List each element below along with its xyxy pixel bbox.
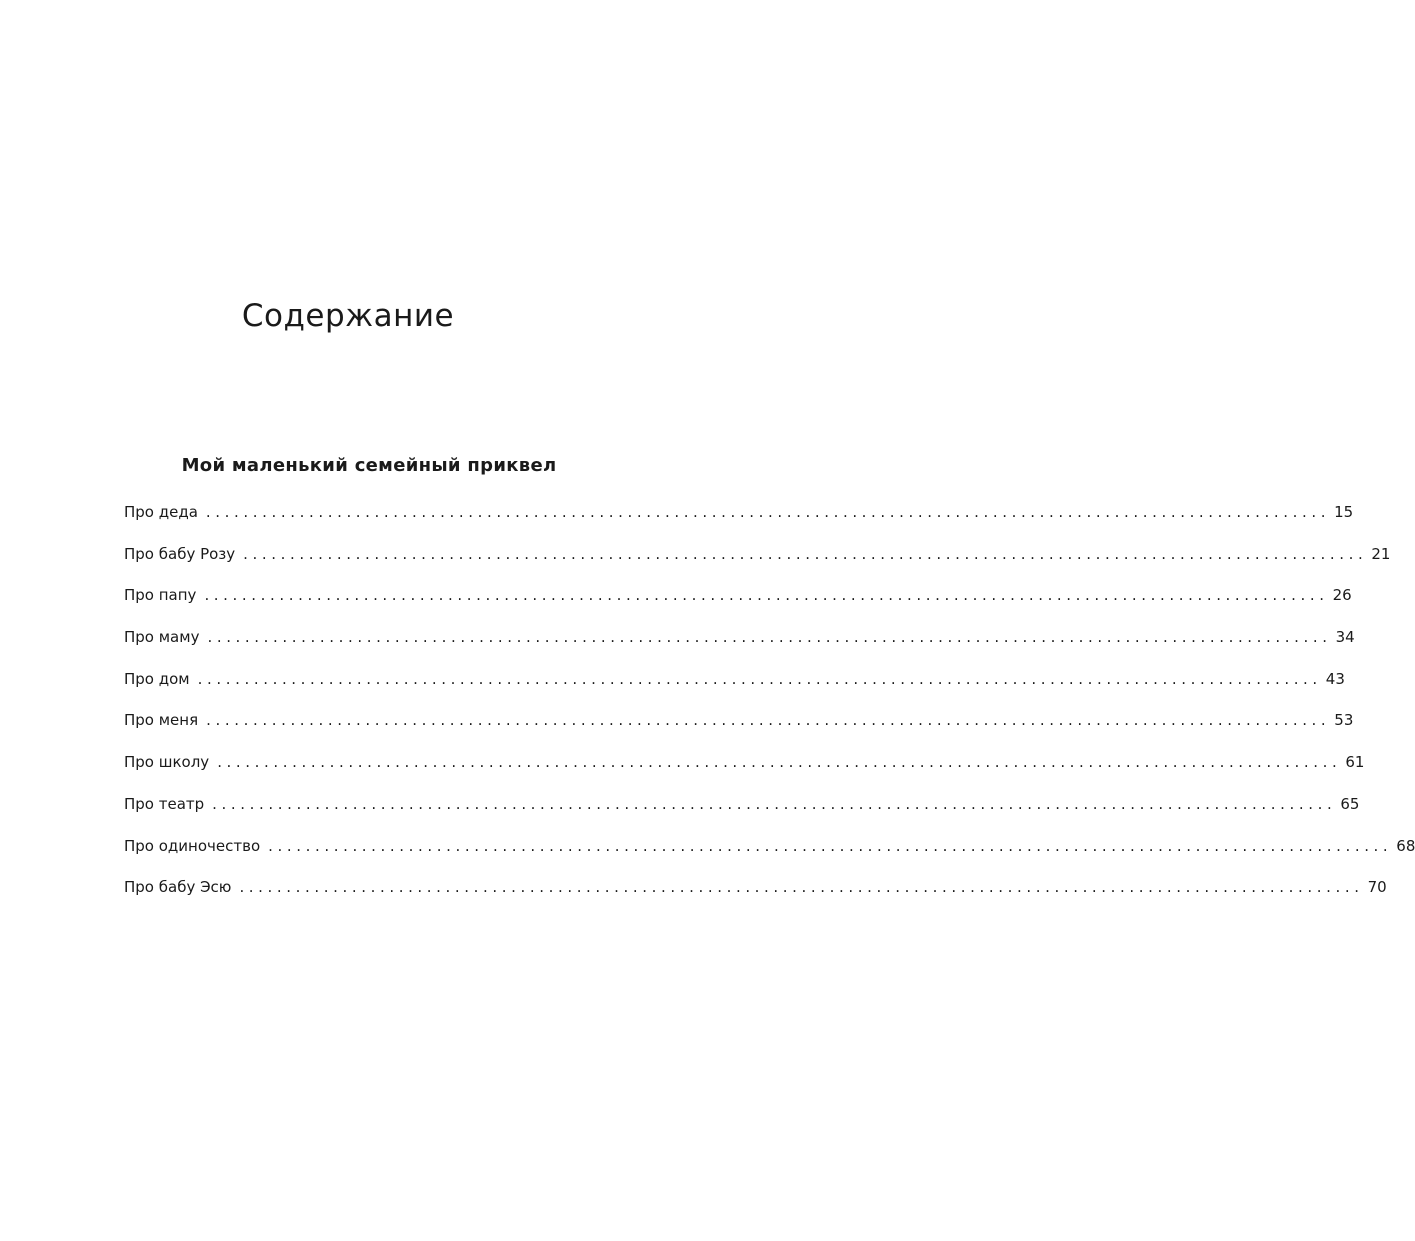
toc-entry-label: Про меня bbox=[124, 711, 199, 730]
toc-page-number: 26 bbox=[1332, 586, 1352, 605]
toc-dot-leader: ........................................................................................................................ bbox=[207, 628, 1332, 647]
toc-dot-leader: ........................................................................................................................ bbox=[205, 503, 1331, 521]
toc-entry[interactable] bbox=[124, 669, 1345, 712]
toc-page-number: 61 bbox=[1345, 753, 1365, 772]
toc-dot-leader: ........................................................................................................................ bbox=[217, 753, 1342, 772]
toc-dot-leader: ........................................................................................................................ bbox=[243, 544, 1368, 563]
toc-dot-leader: ........................................................................................................................ bbox=[204, 586, 1329, 605]
toc-page-number: 15 bbox=[1334, 503, 1354, 521]
toc-entry[interactable] bbox=[124, 878, 1387, 920]
toc-entry-label: Про бабу Розу bbox=[124, 544, 236, 563]
toc-entry-label: Про бабу Эсю bbox=[124, 878, 232, 897]
toc-page-number: 21 bbox=[1371, 544, 1391, 563]
section-title: Мой маленький семейный приквел bbox=[181, 455, 557, 476]
toc-page-number: 34 bbox=[1335, 628, 1355, 647]
page-title: Содержание bbox=[241, 298, 455, 334]
toc-page-number: 65 bbox=[1340, 794, 1360, 813]
toc-dot-leader: ........................................................................................................................ bbox=[239, 878, 1364, 897]
toc-entry-label: Про одиночество bbox=[124, 836, 261, 855]
toc-entry[interactable] bbox=[124, 711, 1354, 753]
toc-page-number: 53 bbox=[1334, 711, 1354, 730]
toc-entry-label: Про дом bbox=[124, 669, 190, 688]
toc-entry[interactable] bbox=[124, 753, 1365, 795]
toc-page-number: 43 bbox=[1325, 669, 1345, 688]
toc-dot-leader: ........................................................................................................................ bbox=[212, 794, 1337, 813]
toc-entry-label: Про театр bbox=[124, 794, 205, 813]
toc-dot-leader: ........................................................................................................................ bbox=[268, 836, 1393, 855]
table-of-contents bbox=[124, 503, 1415, 920]
toc-entry[interactable] bbox=[124, 544, 1391, 587]
toc-entry-label: Про маму bbox=[124, 628, 200, 647]
toc-entry[interactable] bbox=[124, 628, 1355, 670]
toc-dot-leader: ........................................................................................................................ bbox=[197, 669, 1322, 688]
toc-page-number: 68 bbox=[1396, 836, 1415, 855]
toc-entry[interactable] bbox=[124, 836, 1415, 879]
toc-entry[interactable] bbox=[124, 586, 1352, 628]
toc-entry-label: Про папу bbox=[124, 586, 197, 605]
toc-dot-leader: ........................................................................................................................ bbox=[206, 711, 1331, 730]
toc-entry-label: Про деда bbox=[124, 503, 198, 521]
toc-entry[interactable] bbox=[124, 503, 1354, 545]
toc-page-number: 70 bbox=[1367, 878, 1387, 897]
toc-entry-label: Про школу bbox=[124, 753, 210, 772]
toc-entry[interactable] bbox=[124, 794, 1360, 837]
